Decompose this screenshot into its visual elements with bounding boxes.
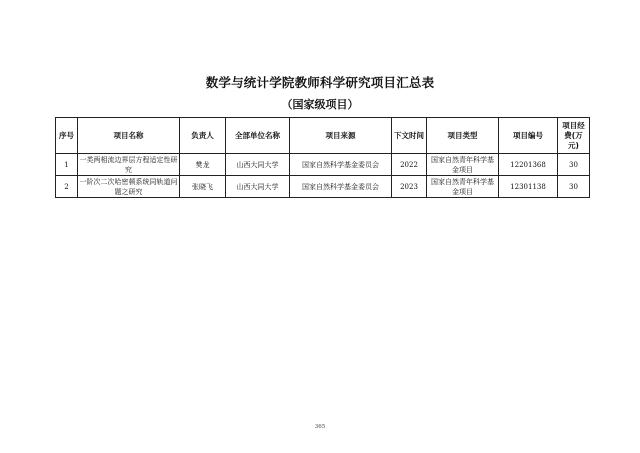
cell-project-name: 一阶次二次哈密顿系统同轨道问题之研究	[79, 177, 178, 196]
cell-project-name: 一类两相流边界层方程适定性研究	[79, 155, 178, 174]
cell-project-type: 国家自然青年科学基金项目	[427, 154, 499, 176]
cell-project-number: 12201368	[499, 154, 558, 176]
cell-leader: 张晓飞	[180, 176, 226, 198]
table-row	[56, 176, 590, 198]
project-summary-table	[55, 117, 590, 198]
cell-index: 2	[56, 176, 78, 198]
header-source: 项目来源	[290, 118, 392, 154]
cell-institution: 山西大同大学	[226, 154, 290, 176]
document-subtitle: （国家级项目）	[281, 98, 359, 111]
cell-source: 国家自然科学基金委员会	[290, 176, 392, 198]
table-row	[56, 154, 590, 176]
header-project-number: 项目编号	[499, 118, 558, 154]
cell-source: 国家自然科学基金委员会	[290, 154, 392, 176]
cell-funding: 30	[558, 176, 590, 198]
header-leader: 负责人	[180, 118, 226, 154]
cell-leader: 樊龙	[180, 154, 226, 176]
header-index: 序号	[56, 118, 78, 154]
cell-index: 1	[56, 154, 78, 176]
document-title: 数学与统计学院教师科学研究项目汇总表	[205, 75, 435, 90]
table-header-row	[56, 118, 590, 154]
header-institution: 全部单位名称	[226, 118, 290, 154]
cell-project-number: 12301138	[499, 176, 558, 198]
page-number: 365	[314, 424, 326, 430]
cell-project-type: 国家自然青年科学基金项目	[427, 176, 499, 198]
cell-institution: 山西大同大学	[226, 176, 290, 198]
header-issue-year: 下文时间	[392, 118, 427, 154]
cell-issue-year: 2022	[392, 154, 427, 176]
header-project-type: 项目类型	[427, 118, 499, 154]
cell-issue-year: 2023	[392, 176, 427, 198]
cell-funding: 30	[558, 154, 590, 176]
header-funding: 项目经费(万元)	[558, 118, 590, 154]
header-project-name: 项目名称	[78, 118, 180, 154]
